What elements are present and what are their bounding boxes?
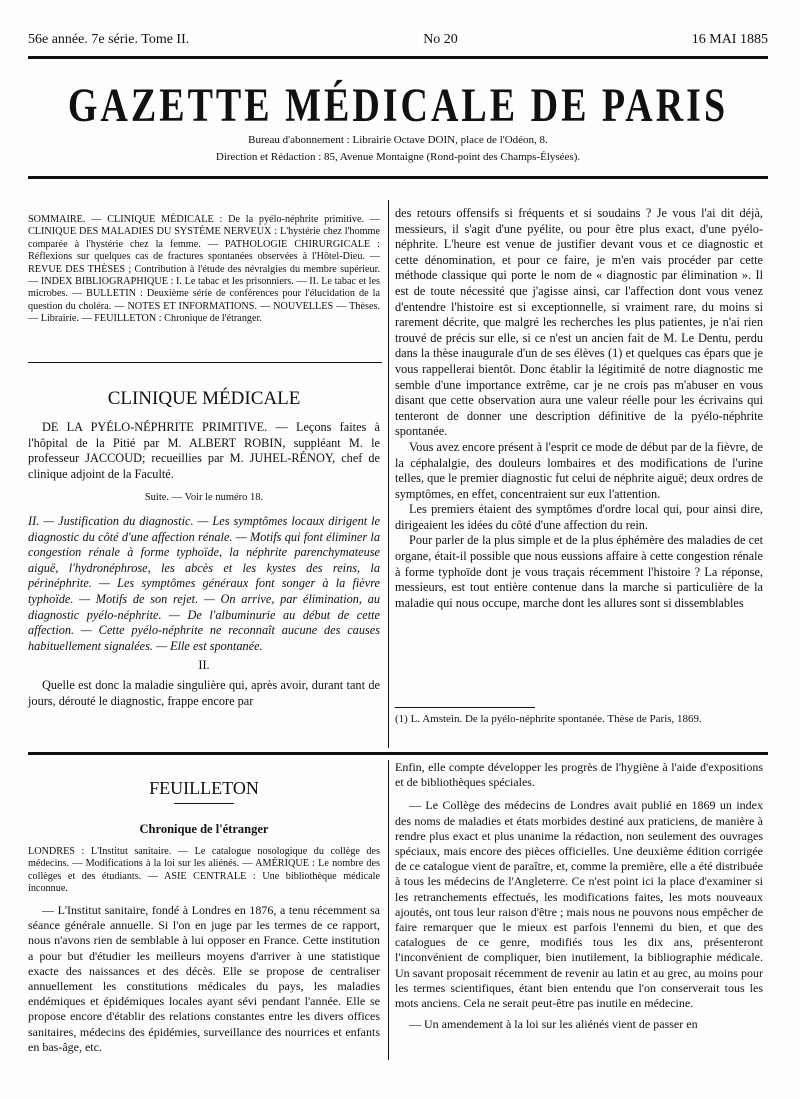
sommaire-rule	[28, 362, 382, 363]
feuilleton-title-rule	[174, 803, 234, 804]
feuilleton-summary: LONDRES : L'Institut sanitaire. — Le catalogue nosologique du collège des médecins. — Modifications à la loi sur les aliénés. — AMÉRIQUE : Le nombre des collèges et des étudiants. — ASIE CENTRALE : Une bibliothèque médicale inconnue.	[28, 846, 380, 895]
issue-number: No 20	[423, 32, 458, 47]
clinique-suite: Suite. — Voir le numéro 18.	[144, 492, 264, 504]
footnote: (1) L. Amstein. De la pyélo-néphrite spontanée. Thèse de Paris, 1869.	[395, 713, 702, 725]
clinique-body: Quelle est donc la maladie singulière qui, après avoir, durant tant de jours, dérouté le diagnostic, frappe encore par	[28, 677, 380, 708]
right-paragraph-4: Pour parler de la plus simple et de la plus éphémère des maladies de cet organe, était-il possible que nous eussions affaire à cette congestion rénale à forme typhoïde dont je vous traçais récemment l'histoire ? La réponse, messieurs, est tout entière contenue dans la marche si particulière de la maladie qui nous occupe, marche dont les allures sont si dissemblables	[395, 533, 763, 610]
subscription-line: Bureau d'abonnement : Librairie Octave DOIN, place de l'Odéon, 8.	[248, 134, 548, 146]
right-paragraph-2: Vous avez encore présent à l'esprit ce mode de début par de la fièvre, de la céphalalgie, des douleurs lombaires et des modifications de l'urine telles, que le premier diagnostic fut celui de néphrite aiguë; deux ordres de symptômes, en effet, concentraient sur eux l'attention.	[395, 439, 763, 501]
volume-info: 56e année. 7e série. Tome II.	[28, 32, 190, 47]
right-paragraph-1: des retours offensifs si fréquents et si soudains ? Je vous l'ai dit déjà, messieurs, il s'agit d'une pyélite, ou pour être plus exact, d'une pyélo-néphrite. L'heure est venue de justifier devant vous et ce diagnostic et cette dénomination, et pour ce faire, je m'en vais procéder par cette méthode classique qui porte le nom de « diagnostic par élimination ». Il est de toute nécessité que j'agisse ainsi, car l'affection dont vous venez d'entendre l'histoire est si exceptionnelle, si vraiment rare, du moins si rarement décrite, que malgré les recherches les plus patientes, je n'ai rien trouvé de précis sur elle, si ce n'est un ancien fait de M. Le Dentu, perdu dans la thèse inaugurale d'un de ses élèves (1) et quelques cas épars que je vous rappellerai bientôt. Donc établir la légitimité de notre diagnostic me semble d'une importance extrême, car je ne crois pas m'abuser en vous disant que cette observation aura une valeur réelle pour les écrivains qui tenteront de donner une description définitive de la pyélo-néphrite spontanée.	[395, 206, 763, 439]
feuilleton-right-text	[395, 760, 763, 1032]
feuilleton-paragraph-2: Enfin, elle compte développer les progrès de l'hygiène à l'aide d'expositions et de bibliothèques spéciales.	[395, 760, 763, 790]
clinique-title: CLINIQUE MÉDICALE	[107, 388, 301, 409]
issue-header	[28, 32, 768, 48]
clinique-summary: II. — Justification du diagnostic. — Les symptômes locaux dirigent le diagnostic du côté d'une affection rénale. — Motifs qui font éliminer la congestion rénale à forme typhoïde, la néphrite parenchymateuse aiguë, l'hydronéphrose, les abcès et les kystes des reins, la périnéphrite. — Les symptômes généraux font songer à la fièvre typhoïde. — Motifs de son rejet. — On arrive, par élimination, au diagnostic pyélo-néphrite. — De l'albuminurie au début de cette affection. — Cette pyélo-néphrite ne reconnaît aucune des causes habituellement signalées. — Elle est spontanée.	[28, 513, 380, 653]
sommaire	[28, 214, 380, 326]
clinique-intro: DE LA PYÉLO-NÉPHRITE PRIMITIVE. — Leçons faites à l'hôpital de la Pitié par M. ALBERT ROBIN, suppléant M. le professeur JACCOUD; recueillies par M. JUHEL-RÉNOY, chef de clinique adjoint de la Faculté.	[28, 420, 380, 481]
direction-line: Direction et Rédaction : 85, Avenue Montaigne (Rond-point des Champs-Élysées).	[215, 151, 581, 163]
sommaire-text: SOMMAIRE. — CLINIQUE MÉDICALE : De la pyélo-néphrite primitive. — CLINIQUE DES MALADIES DU SYSTÈME NERVEUX : L'hystérie chez l'homme comparée à l'hystérie chez la femme. — PATHOLOGIE CHIRURGICALE : Réflexions sur quelques cas de fractures spontanées observées à l'Hôtel-Dieu. — REVUE DES THÈSES ; Contribution à l'étude des névralgies du membre supérieur. — INDEX BIBLIOGRAPHIQUE : I. Le tabac et les prisonniers. — II. Le tabac et les microbes. — BULLETIN : Deuxième série de conférences pour l'élucidation de la question du choléra. — NOTES ET INFORMATIONS. — NOUVELLES — Thèses. — Librairie. — FEUILLETON : Chronique de l'étranger.	[28, 214, 380, 325]
feuilleton-rule	[28, 752, 768, 755]
feuilleton-left-text	[28, 903, 380, 1055]
masthead-rule	[28, 176, 768, 179]
footnote-rule	[395, 707, 535, 708]
feuilleton-paragraph-3: — Le Collège des médecins de Londres avait publié en 1869 un index des noms de maladies et états morbides destiné aux praticiens, de manière à rendre plus exact et plus unanime la rédaction, non seulement des ouvrages spéciaux, mais encore des pièces officielles. Une deuxième édition corrigée de ce catalogue vient de paraître, et, comme la première, elle a été distribuée à tous les médecins de l'Angleterre. Ce n'est point ici la place d'examiner si les retranchements effectués, les modifications faites, les mots nouveaux ajoutés, ont tous leur raison d'être ; mais nous ne pouvons nous empêcher de faire remarquer que le mieux est parfois l'ennemi du bien, et que des catalogues de ce genre, modifiés tous les dix ans, présenteront l'inconvénient de compliquer, bien inutilement, la bibliographie médicale. Un savant proposait récemment de revenir au latin et au grec, au moins pour les termes scientifiques, étant bien entendu que l'on conserverait tous les mots anciens. Cela ne serait peut-être pas inutile en médecine.	[395, 798, 763, 1011]
clinique-intro-block	[28, 420, 380, 709]
right-paragraph-3: Les premiers étaient des symptômes d'ordre local qui, pour ainsi dire, dirigeaient les idées du côté d'une affection du rein.	[395, 502, 763, 532]
header-rule	[28, 56, 768, 59]
section-heading: II.	[198, 658, 210, 673]
feuilleton-paragraph-1: — L'Institut sanitaire, fondé à Londres en 1876, a tenu récemment sa séance générale annuelle. Si l'on en juge par les termes de ce rapport, nous n'avons rien de semblable à lui opposer en France. Cette institution a pour but d'étudier les meilleurs moyens d'arriver à une statistique exacte des naissances et des décès. Elle se propose de centraliser annuellement les constitutions médicales du pays, les maladies endémiques et épidémiques locales ayant sévi pendant l'année. Elle se propose encore d'établir des relations constantes entre les divers offices sanitaires, médecins des épidémies, surveillance des nourrices et enfants en bas-âge, etc.	[28, 903, 380, 1054]
right-column	[395, 206, 763, 611]
issue-date: 16 MAI 1885	[691, 32, 768, 47]
feuilleton-title: FEUILLETON	[149, 778, 259, 798]
masthead-title: GAZETTE MÉDICALE DE PARIS	[67, 79, 729, 133]
feuilleton-divider	[388, 760, 389, 1060]
feuilleton-paragraph-4: — Un amendement à la loi sur les aliénés vient de passer en	[409, 1017, 698, 1032]
feuilleton-subtitle: Chronique de l'étranger	[139, 822, 269, 836]
column-divider	[388, 200, 389, 748]
